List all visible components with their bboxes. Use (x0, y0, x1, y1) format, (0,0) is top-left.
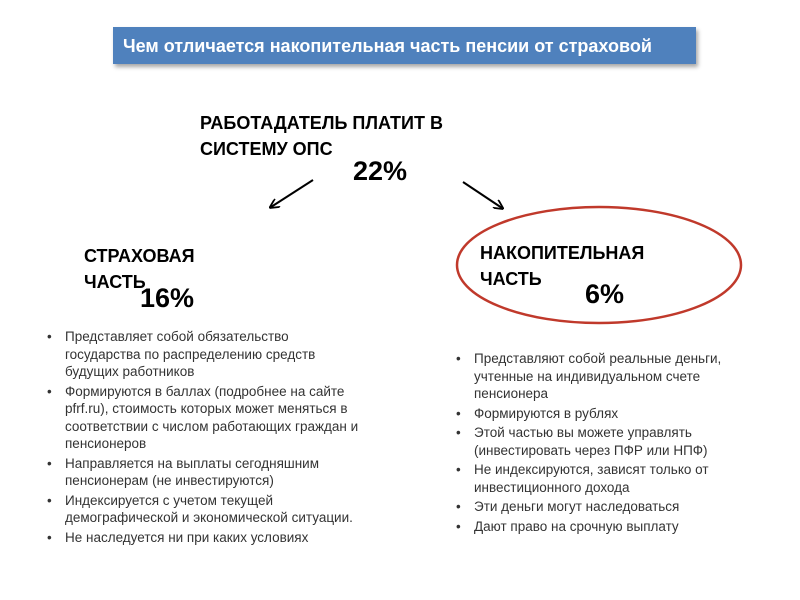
employer-heading-line1: РАБОТАДАТЕЛЬ ПЛАТИТ В (200, 113, 443, 133)
list-item: • Этой частью вы можете управлять (инвестировать через ПФР или НПФ) (454, 424, 764, 459)
insurance-bullet-list (45, 328, 365, 548)
list-item: • Представляют собой реальные деньги, учтенные на индивидуальном счете пенсионера (454, 350, 764, 403)
insurance-heading-line1: СТРАХОВАЯ (84, 246, 195, 266)
funded-bullet-list (454, 350, 764, 537)
list-item: • Не индексируются, зависят только от инвестиционного дохода (454, 461, 764, 496)
list-item: • Представляет собой обязательство государства по распределению средств будущих работников (45, 328, 365, 381)
arrow-right (463, 182, 502, 208)
employer-heading-line2: СИСТЕМУ ОПС (200, 139, 333, 159)
list-item: • Эти деньги могут наследоваться (454, 498, 764, 516)
employer-percent: 22% (353, 156, 408, 186)
list-item: • Формируются в баллах (подробнее на сайте pfrf.ru), стоимость которых может меняться в соответствии с числом работающих граждан и пенсионеров (45, 383, 365, 453)
list-item: • Не наследуется ни при каких условиях (45, 529, 365, 547)
list-item: • Формируются в рублях (454, 405, 764, 423)
insurance-percent: 16% (140, 283, 195, 313)
list-item: • Дают право на срочную выплату (454, 518, 764, 536)
arrow-left (271, 180, 313, 207)
funded-heading-line1: НАКОПИТЕЛЬНАЯ (480, 243, 645, 263)
list-item: • Направляется на выплаты сегодняшним пенсионерам (не инвестируются) (45, 455, 365, 490)
funded-heading-line2: ЧАСТЬ (480, 269, 542, 289)
list-item: • Индексируется с учетом текущей демографической и экономической ситуации. (45, 492, 365, 527)
funded-percent: 6% (585, 279, 625, 309)
insurance-heading-line2: ЧАСТЬ (84, 272, 146, 292)
slide-title: Чем отличается накопительная часть пенсии от страховой (123, 36, 652, 56)
